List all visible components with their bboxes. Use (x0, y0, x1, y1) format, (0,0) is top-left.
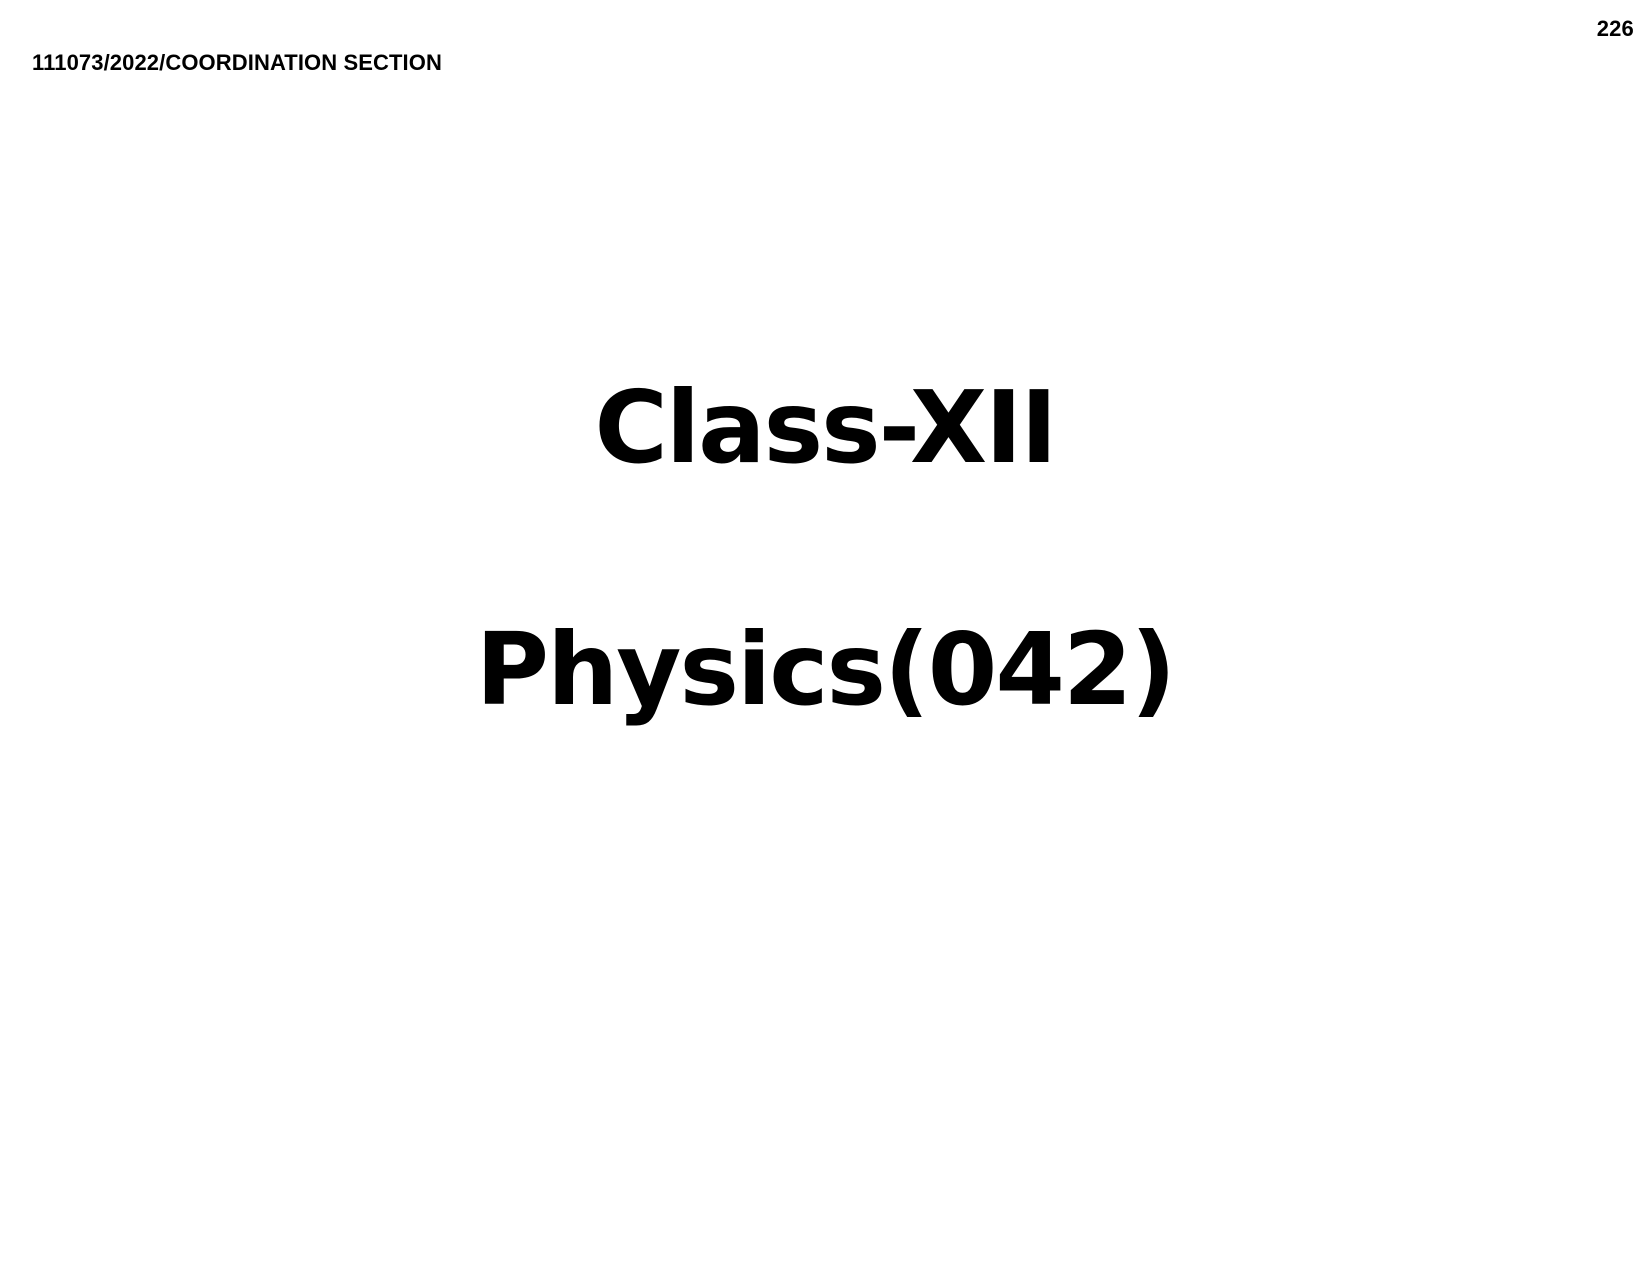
file-reference: 111073/2022/COORDINATION SECTION (32, 50, 442, 75)
page-number: 226 (1596, 16, 1634, 41)
class-title: Class-XII (594, 369, 1056, 486)
subject-title: Physics(042) (475, 611, 1175, 728)
